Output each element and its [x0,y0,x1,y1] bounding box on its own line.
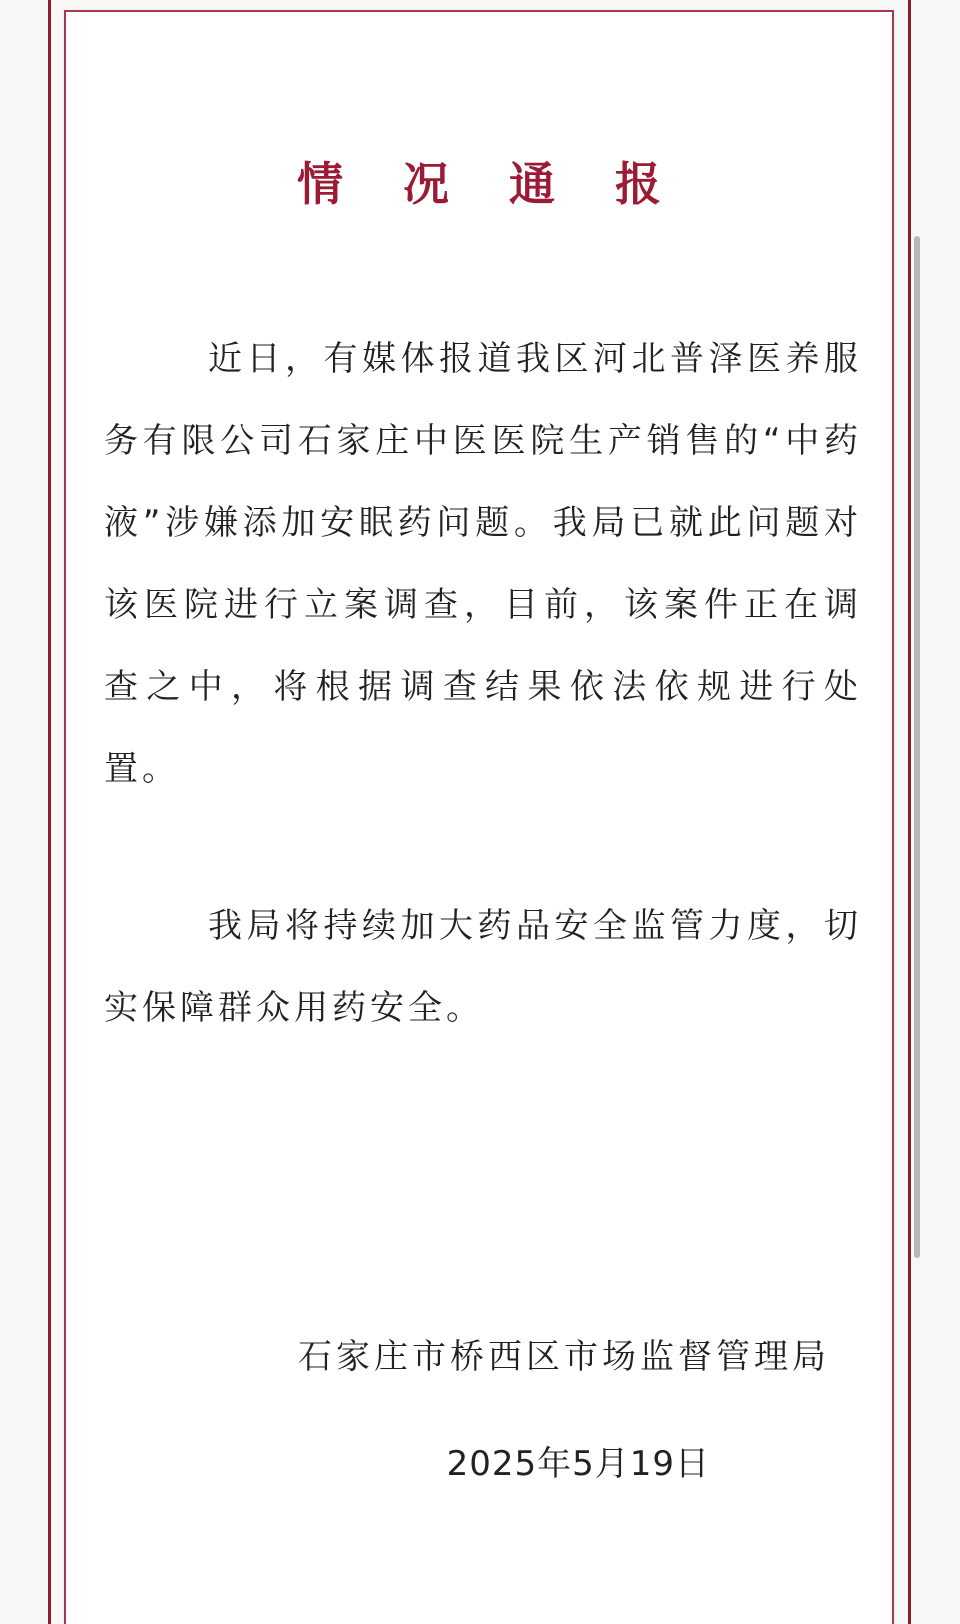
left-border-rule [48,0,51,1624]
issuing-authority: 石家庄市桥西区市场监督管理局 [298,1337,830,1377]
notice-paragraph: 近日，有媒体报道我区河北普泽医养服务有限公司石家庄中医医院生产销售的“中药液”涉嫌添加安眠药问题。我局已就此问题对该医院进行立案调查，目前，该案件正在调查之中，将根据调查结果依法依规进行处置。 [104,339,862,789]
notice-body [104,318,862,1049]
notice-title: 情 况 通 报 [296,156,684,211]
vertical-scrollbar-thumb[interactable] [914,236,920,1258]
issue-date: 2025年5月19日 [446,1444,710,1484]
notice-paragraph: 我局将持续加大药品安全监管力度，切实保障群众用药安全。 [104,906,862,1028]
right-border-rule [908,0,911,1624]
